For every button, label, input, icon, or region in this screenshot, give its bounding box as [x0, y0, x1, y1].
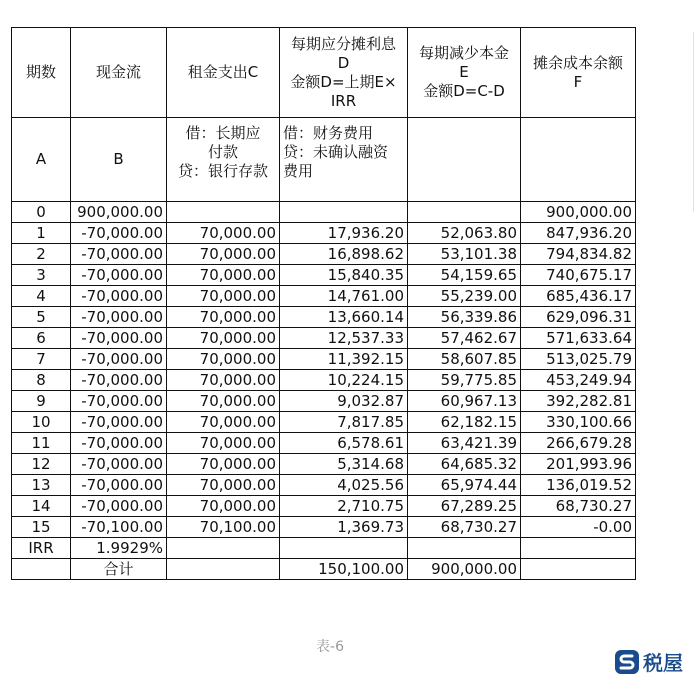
cell-cash-flow: -70,000.00	[71, 244, 167, 265]
cell-period: 1	[12, 223, 71, 244]
cell-balance: 740,675.17	[521, 265, 636, 286]
total-empty-a	[12, 559, 71, 580]
cell-principal: 63,421.39	[408, 433, 521, 454]
journal-entry-rent: 借：长期应 付款 贷：银行存款	[167, 118, 280, 202]
irr-value: 1.9929%	[71, 538, 167, 559]
cell-balance: 136,019.52	[521, 475, 636, 496]
cell-balance: 794,834.82	[521, 244, 636, 265]
cell-rent: 70,000.00	[167, 370, 280, 391]
cell-interest	[280, 202, 408, 223]
cell-rent: 70,000.00	[167, 433, 280, 454]
table-row	[12, 412, 636, 433]
cell-principal: 57,462.67	[408, 328, 521, 349]
cell-interest: 2,710.75	[280, 496, 408, 517]
cell-balance: 453,249.94	[521, 370, 636, 391]
cell-period: 14	[12, 496, 71, 517]
cell-period: 12	[12, 454, 71, 475]
total-label: 合计	[71, 559, 167, 580]
cell-period: 10	[12, 412, 71, 433]
cell-principal: 56,339.86	[408, 307, 521, 328]
cell-interest: 6,578.61	[280, 433, 408, 454]
cell-cash-flow: -70,000.00	[71, 286, 167, 307]
cell-principal	[408, 202, 521, 223]
cell-balance: 847,936.20	[521, 223, 636, 244]
cell-period: 0	[12, 202, 71, 223]
cell-rent: 70,000.00	[167, 475, 280, 496]
cell-period: 6	[12, 328, 71, 349]
header-interest: 每期应分摊利息 D 金额D=上期E× IRR	[280, 28, 408, 118]
cell-period: 9	[12, 391, 71, 412]
cell-rent: 70,000.00	[167, 265, 280, 286]
cell-balance: 571,633.64	[521, 328, 636, 349]
cell-interest: 13,660.14	[280, 307, 408, 328]
cell-balance: 201,993.96	[521, 454, 636, 475]
header-amortized-balance: 摊余成本余额 F	[521, 28, 636, 118]
table-row	[12, 307, 636, 328]
cell-cash-flow: -70,000.00	[71, 349, 167, 370]
total-row	[12, 559, 636, 580]
cell-rent: 70,100.00	[167, 517, 280, 538]
cell-period: 13	[12, 475, 71, 496]
cell-balance: 330,100.66	[521, 412, 636, 433]
cell-cash-flow: -70,000.00	[71, 433, 167, 454]
header-period: 期数	[12, 28, 71, 118]
cell-principal: 55,239.00	[408, 286, 521, 307]
cell-interest: 4,025.56	[280, 475, 408, 496]
total-principal: 900,000.00	[408, 559, 521, 580]
cell-principal: 53,101.38	[408, 244, 521, 265]
cell-interest: 12,537.33	[280, 328, 408, 349]
cell-cash-flow: -70,000.00	[71, 370, 167, 391]
amortization-table	[11, 27, 636, 580]
cell-principal: 59,775.85	[408, 370, 521, 391]
letter-b: B	[71, 118, 167, 202]
table-row	[12, 349, 636, 370]
cell-cash-flow: -70,000.00	[71, 391, 167, 412]
table-row	[12, 286, 636, 307]
journal-entry-interest: 借：财务费用 贷：未确认融资 费用	[280, 118, 408, 202]
cell-balance: 900,000.00	[521, 202, 636, 223]
cell-cash-flow: -70,000.00	[71, 475, 167, 496]
table-row	[12, 202, 636, 223]
header-cash-flow: 现金流	[71, 28, 167, 118]
entry-empty-f	[521, 118, 636, 202]
table-row	[12, 454, 636, 475]
cell-rent: 70,000.00	[167, 286, 280, 307]
cell-cash-flow: -70,100.00	[71, 517, 167, 538]
cell-principal: 58,607.85	[408, 349, 521, 370]
table-row	[12, 496, 636, 517]
cell-interest: 1,369.73	[280, 517, 408, 538]
header-rent-payment: 租金支出C	[167, 28, 280, 118]
cell-balance: 266,679.28	[521, 433, 636, 454]
cell-interest: 5,314.68	[280, 454, 408, 475]
brand-logo	[614, 647, 683, 676]
cell-balance: -0.00	[521, 517, 636, 538]
cell-principal: 64,685.32	[408, 454, 521, 475]
cell-period: 4	[12, 286, 71, 307]
total-empty-c	[167, 559, 280, 580]
cell-rent: 70,000.00	[167, 454, 280, 475]
table-row	[12, 391, 636, 412]
cell-rent: 70,000.00	[167, 412, 280, 433]
cell-interest: 15,840.35	[280, 265, 408, 286]
irr-empty-f	[521, 538, 636, 559]
letter-a: A	[12, 118, 71, 202]
cell-interest: 10,224.15	[280, 370, 408, 391]
total-interest: 150,100.00	[280, 559, 408, 580]
cell-interest: 17,936.20	[280, 223, 408, 244]
cell-rent	[167, 202, 280, 223]
irr-label: IRR	[12, 538, 71, 559]
cell-cash-flow: -70,000.00	[71, 496, 167, 517]
cell-rent: 70,000.00	[167, 223, 280, 244]
cell-cash-flow: -70,000.00	[71, 328, 167, 349]
panel-edge	[693, 32, 697, 212]
cell-balance: 68,730.27	[521, 496, 636, 517]
irr-empty-c	[167, 538, 280, 559]
table-caption: 表-6	[316, 639, 344, 655]
cell-principal: 52,063.80	[408, 223, 521, 244]
cell-period: 15	[12, 517, 71, 538]
table-row	[12, 328, 636, 349]
cell-principal: 67,289.25	[408, 496, 521, 517]
cell-principal: 54,159.65	[408, 265, 521, 286]
table-row	[12, 265, 636, 286]
cell-principal: 65,974.44	[408, 475, 521, 496]
cell-principal: 68,730.27	[408, 517, 521, 538]
cell-interest: 11,392.15	[280, 349, 408, 370]
logo-s-icon	[614, 649, 640, 675]
cell-interest: 7,817.85	[280, 412, 408, 433]
cell-interest: 16,898.62	[280, 244, 408, 265]
cell-rent: 70,000.00	[167, 244, 280, 265]
cell-balance: 392,282.81	[521, 391, 636, 412]
header-row	[12, 28, 636, 118]
cell-period: 3	[12, 265, 71, 286]
entry-row	[12, 118, 636, 202]
cell-cash-flow: -70,000.00	[71, 223, 167, 244]
table-row	[12, 517, 636, 538]
cell-cash-flow: -70,000.00	[71, 412, 167, 433]
table-row	[12, 475, 636, 496]
cell-rent: 70,000.00	[167, 328, 280, 349]
cell-period: 11	[12, 433, 71, 454]
cell-period: 5	[12, 307, 71, 328]
cell-cash-flow: -70,000.00	[71, 454, 167, 475]
cell-balance: 629,096.31	[521, 307, 636, 328]
cell-period: 7	[12, 349, 71, 370]
total-empty-f	[521, 559, 636, 580]
cell-cash-flow: -70,000.00	[71, 307, 167, 328]
cell-rent: 70,000.00	[167, 307, 280, 328]
cell-period: 8	[12, 370, 71, 391]
cell-principal: 62,182.15	[408, 412, 521, 433]
cell-cash-flow: 900,000.00	[71, 202, 167, 223]
header-principal-reduction: 每期减少本金 E 金额D=C-D	[408, 28, 521, 118]
entry-empty-e	[408, 118, 521, 202]
cell-period: 2	[12, 244, 71, 265]
table-row	[12, 244, 636, 265]
irr-empty-e	[408, 538, 521, 559]
irr-empty-d	[280, 538, 408, 559]
cell-rent: 70,000.00	[167, 391, 280, 412]
table-row	[12, 370, 636, 391]
cell-interest: 9,032.87	[280, 391, 408, 412]
table-row	[12, 223, 636, 244]
cell-rent: 70,000.00	[167, 349, 280, 370]
cell-balance: 685,436.17	[521, 286, 636, 307]
cell-balance: 513,025.79	[521, 349, 636, 370]
cell-interest: 14,761.00	[280, 286, 408, 307]
cell-cash-flow: -70,000.00	[71, 265, 167, 286]
table-row	[12, 433, 636, 454]
cell-rent: 70,000.00	[167, 496, 280, 517]
cell-principal: 60,967.13	[408, 391, 521, 412]
irr-row	[12, 538, 636, 559]
logo-text: 税屋	[643, 651, 683, 675]
